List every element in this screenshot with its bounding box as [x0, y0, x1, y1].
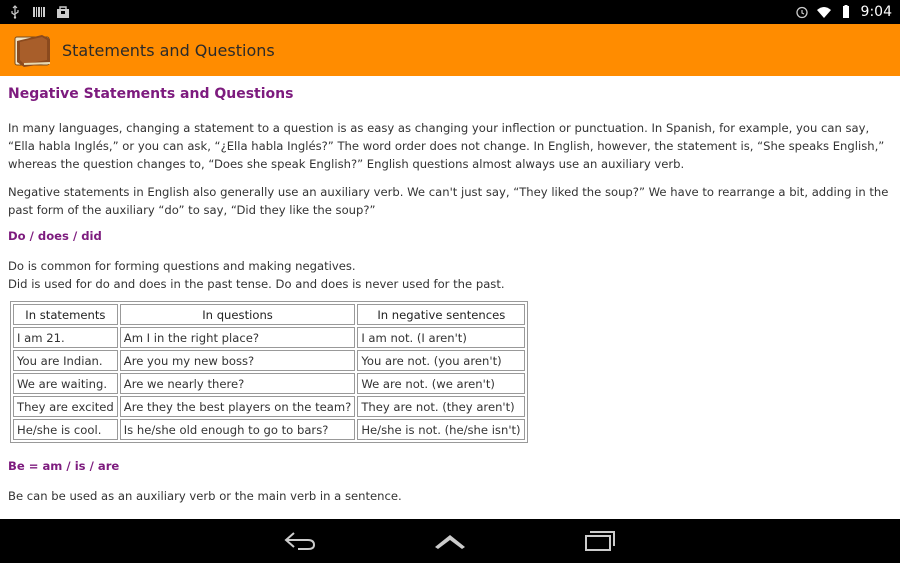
status-left: [8, 4, 70, 20]
navigation-bar: [0, 519, 900, 563]
usage-notes: [8, 257, 892, 293]
table-cell: We are waiting.: [13, 373, 118, 394]
article-content[interactable]: [0, 76, 900, 519]
table-cell: Am I in the right place?: [120, 327, 356, 348]
usb-icon: [8, 4, 22, 20]
subheading-do-does-did: Do / does / did: [8, 229, 102, 243]
table-cell: You are Indian.: [13, 350, 118, 371]
table-row: [13, 350, 525, 371]
paragraph-intro: In many languages, changing a statement to a question is as easy as changing your inflection or punctuation. In Spanish, for example, you can say, “Ella habla Inglés,” or you can ask, “¿Ella habla Inglés?” The word order does not change. In English, however, the statement is, “She speaks English,” whereas the question changes to, “Does she speak English?” English questions almost always use an auxiliary verb.: [8, 121, 885, 171]
table-header: In statements: [13, 304, 118, 325]
table-cell: Are they the best players on the team?: [120, 396, 356, 417]
table-row: [13, 327, 525, 348]
table-cell: We are not. (we aren't): [357, 373, 525, 394]
bag-icon: [56, 4, 70, 20]
table-cell: I am 21.: [13, 327, 118, 348]
table-cell: Are you my new boss?: [120, 350, 356, 371]
status-right: [795, 4, 892, 20]
usage-line-do: Do is common for forming questions and making negatives.: [8, 259, 356, 273]
usage-line-did: Did is used for do and does in the past tense. Do and does is never used for the past.: [8, 277, 505, 291]
paragraph-negative: Negative statements in English also generally use an auxiliary verb. We can't just say, “They liked the soup?” We have to rearrange a bit, adding in the past form of the auxiliary “do” to say, “Did they like the soup?”: [8, 185, 889, 217]
table-cell: They are not. (they aren't): [357, 396, 525, 417]
subheading-be: Be = am / is / are: [8, 459, 120, 473]
table-cell: I am not. (I aren't): [357, 327, 525, 348]
book-icon[interactable]: [12, 29, 54, 71]
table-row: [13, 373, 525, 394]
barcode-icon: [32, 4, 46, 20]
back-icon[interactable]: [280, 525, 320, 557]
article-heading: Negative Statements and Questions: [8, 86, 294, 102]
status-clock: 9:04: [860, 4, 892, 20]
table-header-row: [13, 304, 525, 325]
table-cell: They are excited: [13, 396, 118, 417]
table-cell: He/she is cool.: [13, 419, 118, 440]
wifi-icon: [817, 4, 831, 20]
table-header: In negative sentences: [357, 304, 525, 325]
table-row: [13, 396, 525, 417]
table-cell: You are not. (you aren't): [357, 350, 525, 371]
home-icon[interactable]: [430, 525, 470, 557]
alarm-icon: [795, 4, 809, 20]
table-cell: Are we nearly there?: [120, 373, 356, 394]
action-bar: [0, 24, 900, 76]
table-header: In questions: [120, 304, 356, 325]
usage-line-be: Be can be used as an auxiliary verb or the main verb in a sentence.: [8, 489, 402, 503]
app-title: Statements and Questions: [62, 40, 275, 60]
table-row: [13, 419, 525, 440]
status-bar: [0, 0, 900, 24]
grammar-table: [10, 301, 528, 443]
table-cell: Is he/she old enough to go to bars?: [120, 419, 356, 440]
battery-icon: [839, 4, 853, 20]
table-cell: He/she is not. (he/she isn't): [357, 419, 525, 440]
recents-icon[interactable]: [580, 525, 620, 557]
